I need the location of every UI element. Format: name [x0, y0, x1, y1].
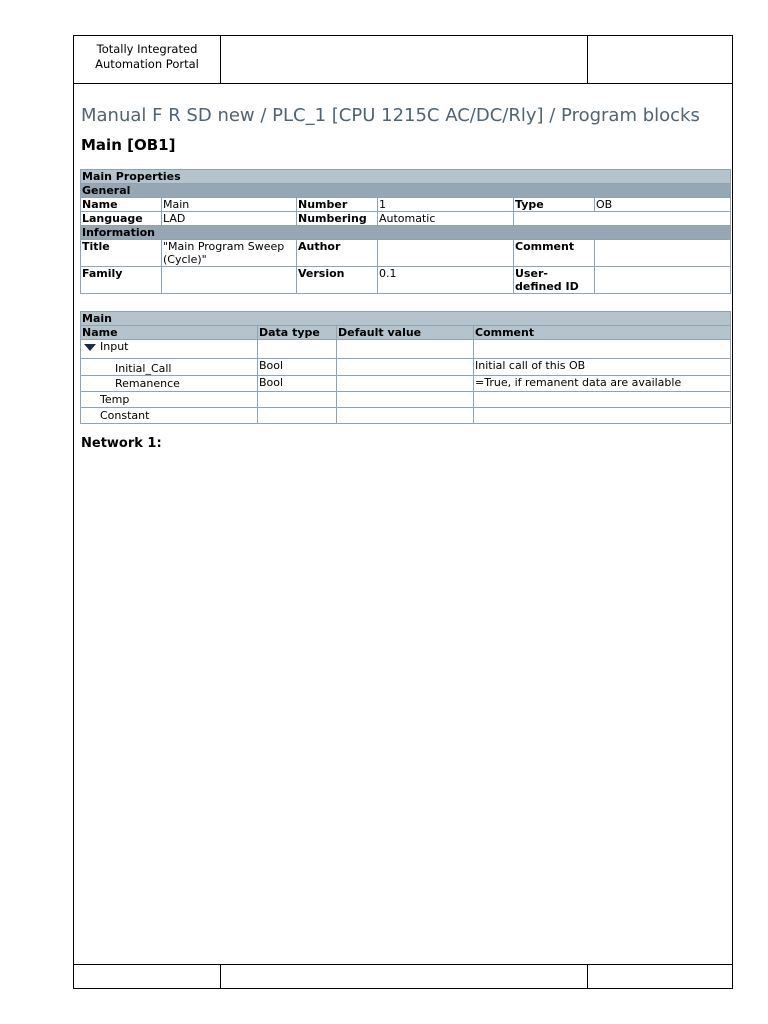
- author-label: Author: [297, 240, 378, 267]
- title-value: "Main Program Sweep (Cycle)": [162, 240, 297, 267]
- row-comment: [474, 408, 731, 424]
- row-default: [337, 359, 474, 376]
- document-page: [73, 35, 733, 989]
- col-default-header: Default value: [337, 326, 474, 340]
- row-name: Initial_Call: [81, 359, 258, 376]
- product-name-line2: Automation Portal: [95, 57, 199, 71]
- numbering-label: Numbering: [297, 212, 378, 226]
- numbering-value: Automatic: [378, 212, 514, 226]
- network-title: Network 1:: [81, 436, 162, 451]
- user-defined-id-label: User-defined ID: [514, 267, 595, 294]
- comment-label: Comment: [514, 240, 595, 267]
- interface-table: [80, 311, 731, 424]
- row-default: [337, 392, 474, 408]
- information-section-title: Information: [81, 226, 731, 240]
- product-name-line1: Totally Integrated: [96, 42, 198, 56]
- type-value: OB: [595, 198, 731, 212]
- row-datatype: [258, 408, 337, 424]
- row-comment: =True, if remanent data are available: [474, 376, 731, 392]
- title-label: Title: [81, 240, 162, 267]
- row-comment: [474, 392, 731, 408]
- col-comment-header: Comment: [474, 326, 731, 340]
- author-value: [378, 240, 514, 267]
- general-section-title: General: [81, 184, 731, 198]
- block-title: Main [OB1]: [81, 136, 176, 154]
- row-datatype: [258, 392, 337, 408]
- row-name: Constant: [81, 408, 258, 424]
- header-divider: [587, 36, 588, 83]
- row-default: [337, 376, 474, 392]
- name-value: Main: [162, 198, 297, 212]
- row-datatype: [258, 340, 337, 359]
- page-title: Manual F R SD new / PLC_1 [CPU 1215C AC/DC/Rly] / Program blocks: [81, 105, 700, 126]
- language-value: LAD: [162, 212, 297, 226]
- type-label: Type: [514, 198, 595, 212]
- row-default: [337, 408, 474, 424]
- page-footer: [74, 964, 732, 988]
- col-name-header: Name: [81, 326, 258, 340]
- user-defined-id-value: [595, 267, 731, 294]
- page-header: [74, 36, 732, 84]
- footer-divider: [220, 965, 221, 988]
- number-value: 1: [378, 198, 514, 212]
- row-name: Input: [100, 340, 129, 353]
- footer-divider: [587, 965, 588, 988]
- product-name: [74, 36, 221, 83]
- family-label: Family: [81, 267, 162, 294]
- row-comment: Initial call of this OB: [474, 359, 731, 376]
- properties-table: [80, 169, 731, 294]
- interface-row-input[interactable]: [81, 340, 258, 359]
- properties-section-title: Main Properties: [81, 170, 731, 184]
- number-label: Number: [297, 198, 378, 212]
- collapse-triangle-icon[interactable]: [84, 344, 96, 351]
- family-value: [162, 267, 297, 294]
- version-label: Version: [297, 267, 378, 294]
- interface-section-title: Main: [81, 312, 731, 326]
- name-label: Name: [81, 198, 162, 212]
- row-name: Temp: [81, 392, 258, 408]
- comment-value: [595, 240, 731, 267]
- empty-cell: [514, 212, 731, 226]
- version-value: 0.1: [378, 267, 514, 294]
- row-datatype: Bool: [258, 359, 337, 376]
- col-datatype-header: Data type: [258, 326, 337, 340]
- language-label: Language: [81, 212, 162, 226]
- row-name: Remanence: [81, 376, 258, 392]
- row-default: [337, 340, 474, 359]
- row-comment: [474, 340, 731, 359]
- row-datatype: Bool: [258, 376, 337, 392]
